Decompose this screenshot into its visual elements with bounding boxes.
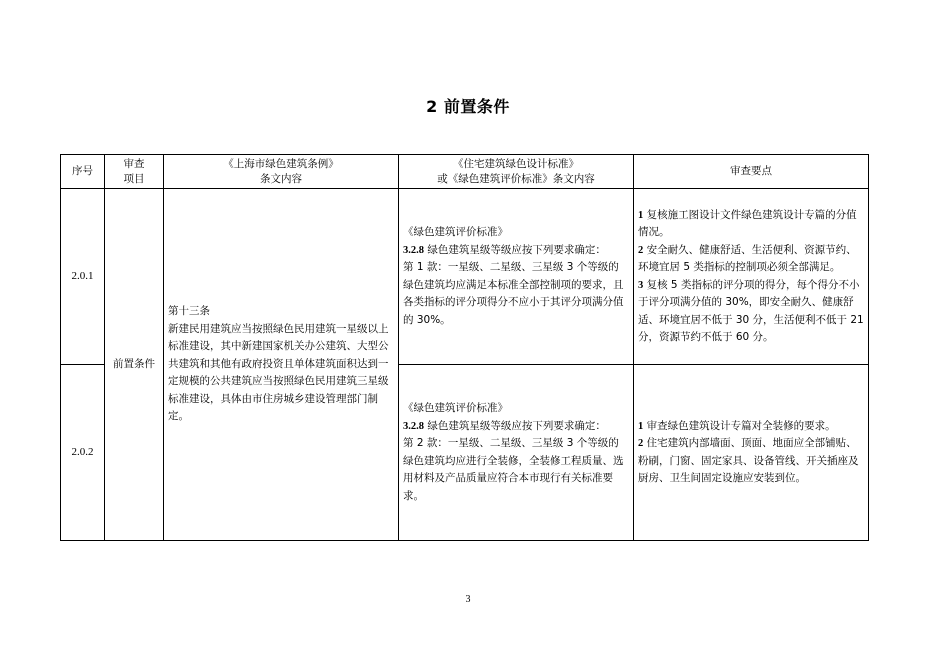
point-item: 3 复核 5 类指标的评分项的得分，每个得分不小于评分项满分值的 30%，即安全耐久、健康舒适、环境宜居不低于 30 分，生活便利不低于 21 分，资源节约不低于 60 分。: [638, 278, 864, 343]
header-points: 审查要点: [634, 155, 869, 189]
seq-cell: 2.0.1: [61, 189, 105, 365]
header-standard: 《住宅建筑绿色设计标准》 或《绿色建筑评价标准》条文内容: [399, 155, 634, 189]
page-number: 3: [465, 594, 471, 605]
standard-cell: 《绿色建筑评价标准》 3.2.8 绿色建筑星级等级应按下列要求确定： 第 2 款：一星级、二星级、三星级 3 个等级的绿色建筑均应进行全装修，全装修工程质量、选用材料及产品质量应符合本市现行有关标准要求。: [399, 365, 634, 541]
points-cell: [634, 189, 869, 365]
header-seq: 序号: [61, 155, 105, 189]
regulation-article: 第十三条: [168, 305, 210, 318]
point-item: 2 住宅建筑内部墙面、顶面、地面应全部铺贴、粉刷，门窗、固定家具、设备管线、开关插座及厨房、卫生间固定设施应安装到位。: [638, 437, 859, 484]
seq-cell: 2.0.2: [61, 365, 105, 541]
header-item: 审查 项目: [105, 155, 164, 189]
standard-cell: 《绿色建筑评价标准》 3.2.8 绿色建筑星级等级应按下列要求确定： 第 1 款：一星级、二星级、三星级 3 个等级的绿色建筑均应满足本标准全部控制项的要求，且各类指标的评分项得分不应小于其评分项满分值的 30%。: [399, 189, 634, 365]
point-item: 1 审查绿色建筑设计专篇对全装修的要求。: [638, 419, 836, 432]
regulation-text: 新建民用建筑应当按照绿色民用建筑一星级以上标准建设，其中新建国家机关办公建筑、大型公共建筑和其他有政府投资且单体建筑面积达到一定规模的公共建筑应当按照绿色民用建筑三星级标准建设，具体由市住房城乡建设管理部门制定。: [168, 322, 389, 423]
regulation-cell: [164, 189, 399, 541]
points-cell: [634, 365, 869, 541]
header-regulation: 《上海市绿色建筑条例》 条文内容: [164, 155, 399, 189]
review-table: [60, 154, 869, 541]
table-header-row: [61, 155, 869, 189]
page-title: 2 前置条件: [426, 97, 510, 116]
point-item: 2 安全耐久、健康舒适、生活便利、资源节约、环境宜居 5 类指标的控制项必须全部满足。: [638, 243, 857, 273]
item-cell: 前置条件: [105, 189, 164, 541]
table-row: [61, 189, 869, 365]
point-item: 1 复核施工图设计文件绿色建筑设计专篇的分值情况。: [638, 208, 857, 238]
